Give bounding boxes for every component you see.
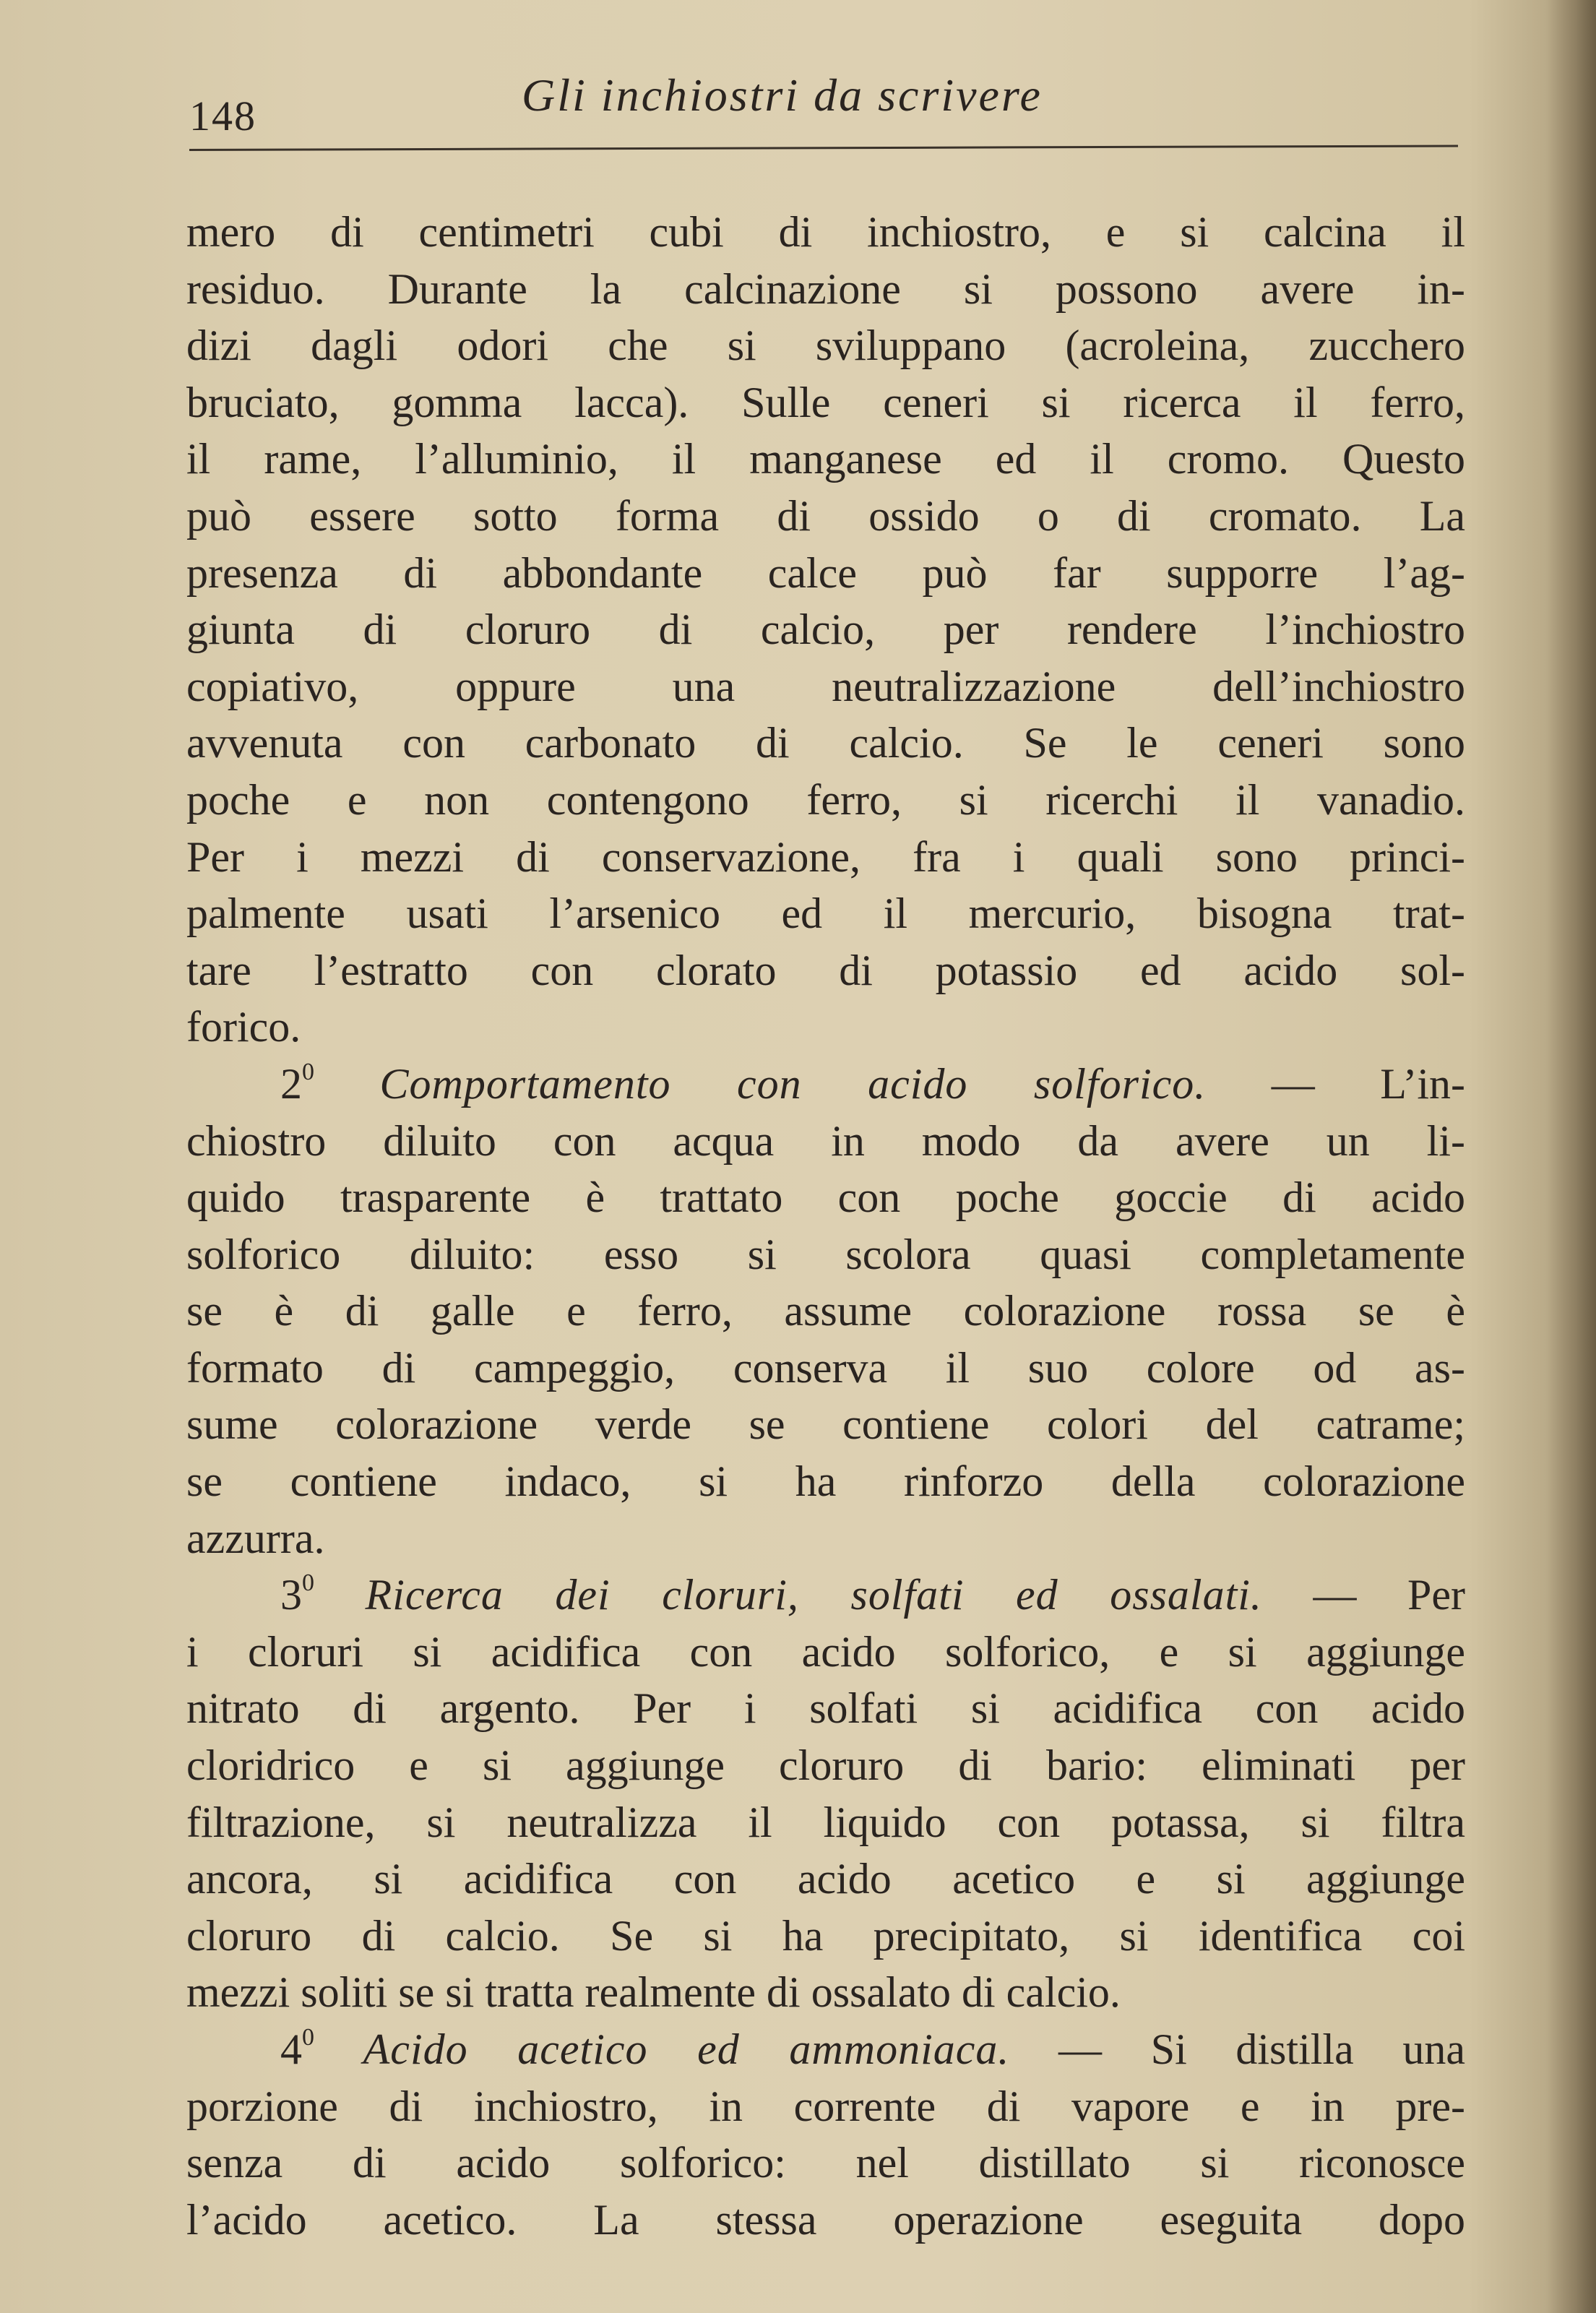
text-line: presenza di abbondante calce può far supporre l’ag- [186,548,1465,597]
text-line: palmente usati l’arsenico ed il mercurio, bisogna trat- [186,890,1465,938]
ordinal-mark: 0 [302,1569,314,1597]
text-line: quido trasparente è trattato con poche goccie di acido [186,1173,1465,1222]
section-number: 4 [280,2025,302,2073]
section-title: Comportamento con acido solforico. [379,1059,1207,1108]
running-title: Gli inchiostri da scrivere [522,69,1043,121]
section-title: Ricerca dei cloruri, solfati ed ossalati. [365,1571,1262,1619]
ordinal-mark: 0 [302,2024,314,2051]
text-line: mero di centimetri cubi di inchiostro, e si calcina il [186,208,1465,256]
text-line: cloruro di calcio. Se si ha precipitato, si identifica coi [186,1911,1465,1960]
section-text: — Si distilla una [1009,2025,1465,2073]
body-text [186,204,1465,2248]
section-number: 2 [280,1059,302,1108]
section-heading-line [186,1567,1465,1624]
text-line: l’acido acetico. La stessa operazione eseguita dopo [186,2195,1465,2244]
text-line: formato di campeggio, conserva il suo colore od as- [186,1343,1465,1392]
text-line: filtrazione, si neutralizza il liquido con potassa, si filtra [186,1798,1465,1846]
text-line: azzurra. [186,1514,325,1562]
text-line: se è di galle e ferro, assume colorazione rossa se è [186,1287,1465,1335]
text-line: i cloruri si acidifica con acido solforico, e si aggiunge [186,1627,1465,1676]
text-line: dizi dagli odori che si sviluppano (acroleina, zucchero [186,322,1465,370]
page-header [189,69,1458,155]
text-line: porzione di inchiostro, in corrente di vapore e in pre- [186,2082,1465,2130]
ordinal-mark: 0 [302,1058,314,1085]
text-line: mezzi soliti se si tratta realmente di ossalato di calcio. [186,1968,1121,2017]
text-line: bruciato, gomma lacca). Sulle ceneri si ricerca il ferro, [186,378,1465,426]
section-heading-line [186,1056,1465,1113]
text-line: avvenuta con carbonato di calcio. Se le ceneri sono [186,719,1465,767]
text-line: Per i mezzi di conservazione, fra i quali sono princi- [186,832,1465,881]
page-fold-shadow [1545,0,1596,2313]
text-line: può essere sotto forma di ossido o di cromato. La [186,491,1465,540]
text-line: solforico diluito: esso si scolora quasi completamente [186,1230,1465,1278]
section-text: — Per [1261,1571,1465,1619]
text-line: cloridrico e si aggiunge cloruro di bario: eliminati per [186,1741,1465,1790]
text-line: il rame, l’alluminio, il manganese ed il cromo. Questo [186,435,1465,483]
section-text: — L’in- [1206,1059,1466,1108]
text-line: giunta di cloruro di calcio, per rendere l’inchiostro [186,606,1465,654]
text-line: nitrato di argento. Per i solfati si acidifica con acido [186,1684,1465,1733]
text-line: tare l’estratto con clorato di potassio ed acido sol- [186,946,1465,994]
text-line: poche e non contengono ferro, si ricerchi il vanadio. [186,775,1465,824]
text-line: chiostro diluito con acqua in modo da avere un li- [186,1116,1465,1165]
page-number: 148 [189,92,256,139]
section-number: 3 [280,1571,302,1619]
section-title: Acido acetico ed ammoniaca. [363,2025,1010,2073]
text-line: copiativo, oppure una neutralizzazione dell’inchiostro [186,662,1465,710]
text-line: ancora, si acidifica con acido acetico e si aggiunge [186,1855,1465,1903]
text-line: senza di acido solforico: nel distillato si riconosce [186,2139,1465,2187]
text-line: sume colorazione verde se contiene colori del catrame; [186,1400,1465,1449]
text-line: residuo. Durante la calcinazione si possono avere in- [186,264,1465,313]
section-heading-line [186,2021,1465,2078]
text-line: se contiene indaco, si ha rinforzo della colorazione [186,1457,1465,1506]
text-line: forico. [186,1003,301,1051]
